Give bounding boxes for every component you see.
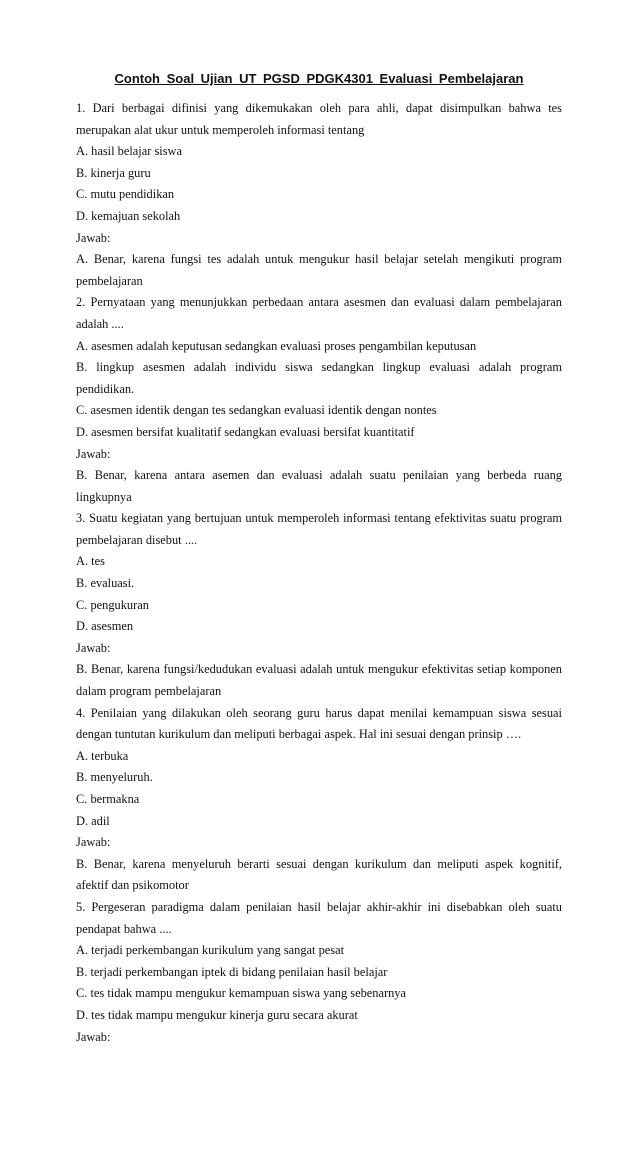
document-body [76, 98, 562, 1048]
text-line: C. pengukuran [76, 597, 149, 612]
text-line: A. terbuka [76, 748, 129, 763]
text-line: pendapat bahwa .... [76, 921, 172, 936]
text-line: C. asesmen identik dengan tes sedangkan evaluasi identik dengan nontes [76, 403, 437, 418]
text-line: A. tes [76, 554, 105, 569]
text-line: B. Benar, karena menyeluruh berarti sesuai dengan kurikulum dan meliputi aspek kognitif, [76, 856, 562, 871]
text-line: D. asesmen [76, 619, 134, 634]
text-line: dengan tuntutan kurikulum dan meliputi berbagai aspek. Hal ini sesuai dengan prinsip …. [76, 727, 522, 742]
text-line: A. asesmen adalah keputusan sedangkan evaluasi proses pengambilan keputusan [76, 338, 477, 353]
text-line: D. asesmen bersifat kualitatif sedangkan evaluasi bersifat kuantitatif [76, 424, 415, 439]
text-line: adalah .... [76, 316, 124, 331]
text-line: pendidikan. [76, 381, 135, 396]
text-line: lingkupnya [76, 489, 132, 504]
text-line: C. mutu pendidikan [76, 187, 175, 202]
text-line: A. Benar, karena fungsi tes adalah untuk mengukur hasil belajar setelah mengikuti program [76, 252, 562, 267]
text-line: Jawab: [76, 446, 111, 461]
text-line: 5. Pergeseran paradigma dalam penilaian hasil belajar akhir-akhir ini disebabkan oleh suatu [76, 899, 562, 914]
text-line: 1. Dari berbagai difinisi yang dikemukakan oleh para ahli, dapat disimpulkan bahwa tes [76, 101, 562, 115]
text-line: B. evaluasi. [76, 576, 135, 591]
text-line: D. kemajuan sekolah [76, 208, 181, 223]
text-line: B. Benar, karena fungsi/kedudukan evaluasi adalah untuk mengukur efektivitas setiap komponen [76, 662, 562, 677]
text-line: D. tes tidak mampu mengukur kinerja guru secara akurat [76, 1007, 358, 1022]
text-line: B. terjadi perkembangan iptek di bidang penilaian hasil belajar [76, 964, 388, 979]
text-line: C. tes tidak mampu mengukur kemampuan siswa yang sebenarnya [76, 986, 406, 1001]
text-line: B. menyeluruh. [76, 770, 153, 785]
text-line: B. Benar, karena antara asemen dan evaluasi adalah suatu penilaian yang berbeda ruang [76, 468, 562, 483]
text-line: 2. Pernyataan yang menunjukkan perbedaan antara asesmen dan evaluasi dalam pembelajaran [76, 295, 562, 310]
text-line: A. terjadi perkembangan kurikulum yang sangat pesat [76, 943, 345, 958]
text-line: pembelajaran disebut .... [76, 532, 198, 547]
text-line: dalam program pembelajaran [76, 684, 222, 699]
text-line: Jawab: [76, 640, 111, 655]
text-line: B. lingkup asesmen adalah individu siswa sedangkan lingkup evaluasi adalah program [76, 360, 562, 375]
text-line: D. adil [76, 813, 110, 828]
text-line: afektif dan psikomotor [76, 878, 189, 893]
text-line: merupakan alat ukur untuk memperoleh informasi tentang [76, 122, 365, 137]
document-title: Contoh Soal Ujian UT PGSD PDGK4301 Evaluasi Pembelajaran [114, 71, 524, 86]
text-line: B. kinerja guru [76, 165, 151, 180]
text-line: C. bermakna [76, 792, 140, 806]
text-line: A. hasil belajar siswa [76, 144, 182, 159]
text-line: Jawab: [76, 230, 111, 245]
text-line: 3. Suatu kegiatan yang bertujuan untuk memperoleh informasi tentang efektivitas suatu program [76, 511, 562, 526]
text-line: Jawab: [76, 1029, 111, 1044]
text-line: pembelajaran [76, 273, 143, 288]
text-line: 4. Penilaian yang dilakukan oleh seorang guru harus dapat menilai kemampuan siswa sesuai [76, 705, 562, 720]
text-line: Jawab: [76, 835, 111, 850]
